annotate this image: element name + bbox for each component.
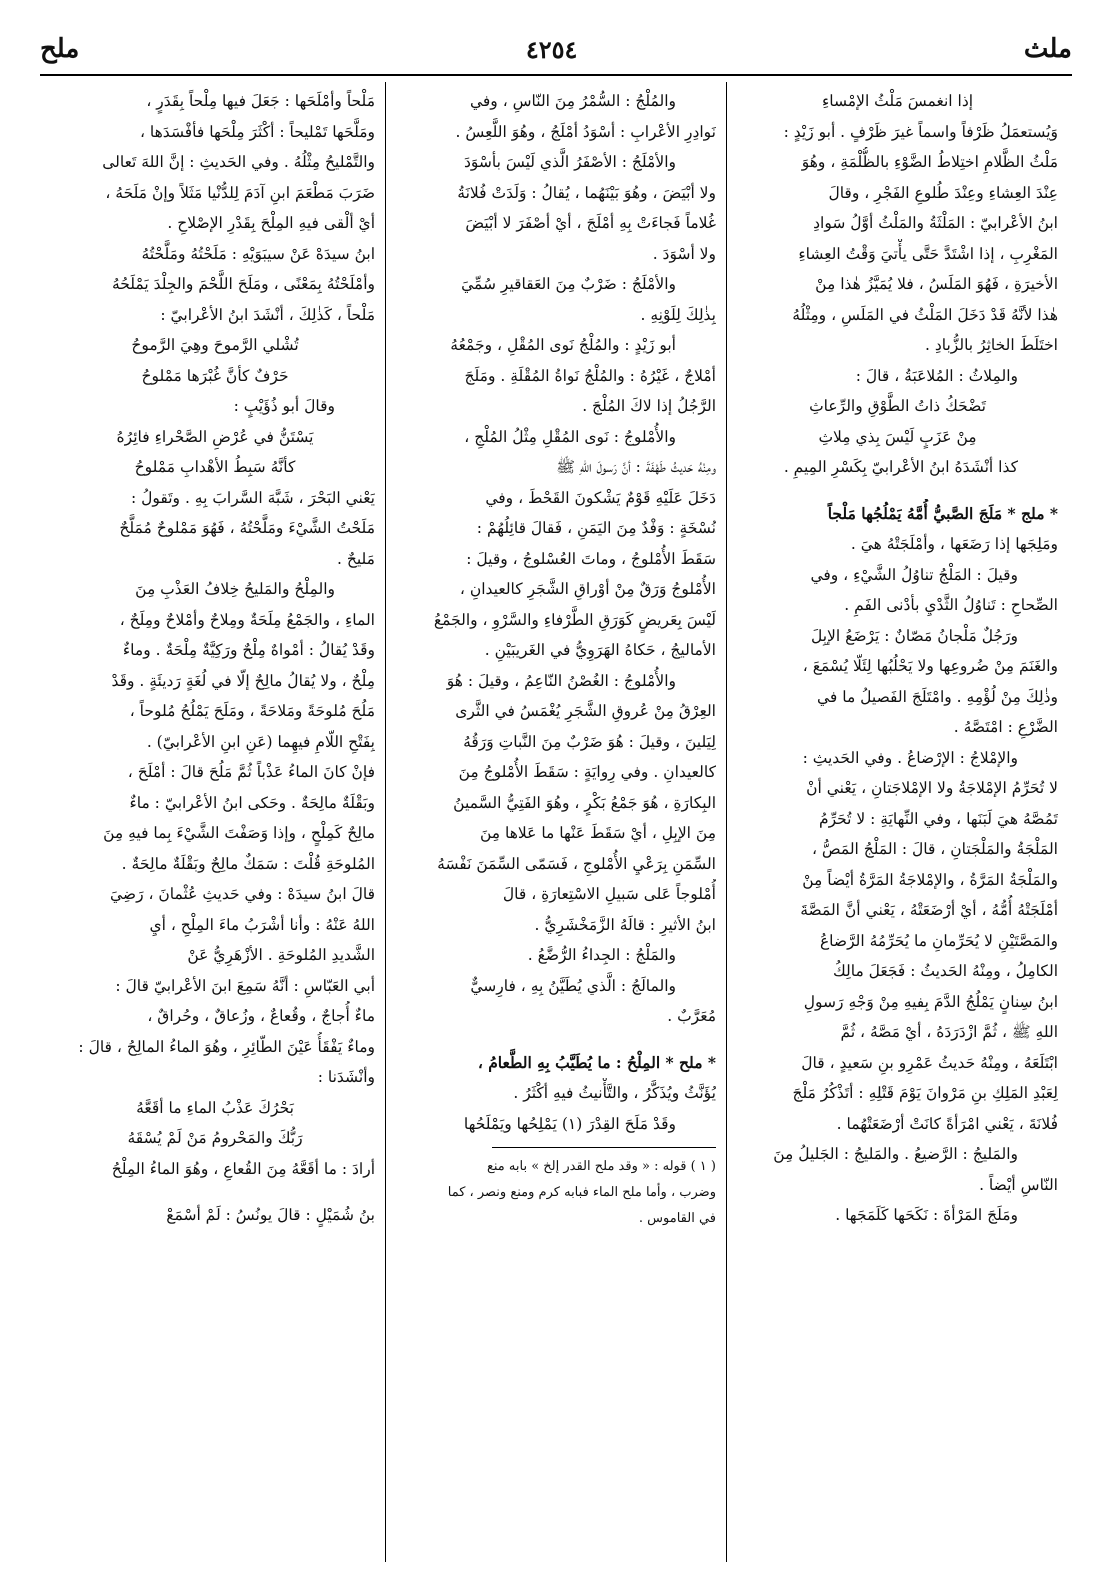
text-line: أبي العَبّاسِ : أنَّهُ سَمِعَ ابنَ الأعْرابيّ قالَ : bbox=[115, 976, 375, 995]
text-line: ورَجُلٌ مَلْجانُ مَصّانٌ : يَرْضَعُ الإبِلَ bbox=[810, 626, 1018, 645]
text-line: الرَّجُلُ إذا لاكَ المُلْجَ . bbox=[582, 397, 716, 415]
text-line: الماءِ ، والجَمْعُ مِلَحَةٌ ومِلاحٌ وأمْلاحٌ ومِلَحٌ ، bbox=[119, 610, 375, 629]
text-line: وقَدْ مَلَحَ القِدْرَ (١) يَمْلِحُها ويَمْلَحُها bbox=[463, 1114, 676, 1133]
text-line: مَلُحَ مُلوحَةً ومَلاحَةً ، ومَلَحَ يَمْلُحُ مُلوحاً ، bbox=[129, 702, 375, 720]
text-line: والمَلْجُ : الجِداءُ الرُّضَّعُ . bbox=[527, 946, 676, 964]
text-line: والأُمْلوجُ : نَوى المُقْلِ مِثْلُ المُلْجِ ، bbox=[464, 427, 676, 446]
text-line: وماءٌ يَفْقَأُ عَيْنَ الطّائِرِ ، وهُوَ الماءُ المالِحُ ، قالَ : bbox=[78, 1037, 375, 1056]
text-line: ولا أبْيَضَ ، وهُوَ بَيْنَهُما ، يُقالُ : وَلَدَتْ فُلانَةُ bbox=[457, 183, 716, 202]
text-line: فإنْ كانَ الماءُ عَذْباً ثُمَّ مَلُحَ قالَ : أمْلَحَ ، bbox=[127, 763, 375, 781]
text-line: وأمْلَحْتُهُ بِمَعْنًى ، ومَلَحَ اللَّحْمَ والجِلْدَ يَمْلَحُهُ bbox=[111, 275, 375, 293]
text-line: سَقَطَ الأُمْلوجُ ، وماتَ العُسْلوجُ ، وقيلَ : bbox=[466, 549, 716, 568]
text-line: عِنْدَ العِشاءِ وعِنْدَ طُلوعِ الفَجْرِ ، وقالَ bbox=[828, 183, 1058, 202]
text-line: كأنَّهُ سَبِطُ الأهْدابِ مَمْلوحُ bbox=[134, 458, 296, 476]
text-line: وأنْشَدَنا : bbox=[317, 1068, 375, 1086]
text-line: مَلْحاً ، كَذٰلِكَ ، أنْشَدَ ابنُ الأعْرابيّ : bbox=[160, 305, 375, 324]
text-line: تُشْلي الرَّموحَ وهِيَ الرَّموحُ bbox=[131, 336, 299, 354]
text-line: نُسْخَةٍ : وَفْدٌ مِنَ اليَمَنِ ، فَقالَ قائِلُهُمْ : bbox=[476, 519, 716, 537]
text-line: وقَدْ يُقالُ : أمْواهٌ مِلْحٌ ورَكِيَّةٌ مِلْحَةٌ . وماءٌ bbox=[122, 641, 375, 659]
text-line: قالَ ابنُ سيدَهْ : وفي حَديثِ عُثْمانَ ، رَضِيَ bbox=[110, 885, 375, 903]
text-line: والأُمْلوجُ : الغُصْنُ النّاعِمُ ، وقيلَ : هُوَ bbox=[446, 671, 676, 690]
text-line: هٰذا لأنَّهُ قَدْ دَخَلَ المَلْثُ في المَلَسِ ، ومِثْلُهُ bbox=[792, 305, 1058, 324]
text-line: والمَليجُ : الرَّضيعُ . والمَليجُ : الجَليلُ مِنَ bbox=[773, 1145, 1018, 1163]
text-line: والمُلْجُ : السُّمْرُ مِنَ النّاسِ ، وفي bbox=[469, 92, 676, 110]
text-line: اختَلَطَ الخاثِرُ بالزُّبادِ . bbox=[925, 336, 1058, 354]
text-line: حَرْفٌ كأنَّ غُبْرَها مَمْلوحُ bbox=[141, 366, 289, 385]
column-middle-lines bbox=[396, 86, 716, 1139]
text-line: أيْ ألْقى فيهِ المِلْحَ بِقَدْرِ الإصْلاحِ . bbox=[167, 214, 375, 232]
running-word-left: ملح bbox=[40, 34, 80, 64]
text-line: مَلْحاً وأمْلَحَها : جَعَلَ فيها مِلْحاً بِقَدَرٍ ، bbox=[146, 92, 375, 110]
column-left-lines bbox=[55, 86, 375, 1231]
text-line: اللهِ ﷺ ، ثُمَّ ازْدَرَدَهُ ، أيْ مَصَّهُ ، ثُمَّ bbox=[840, 1023, 1058, 1041]
header-rule bbox=[40, 74, 1072, 76]
text-line: دَخَلَ عَلَيْهِ قَوْمٌ يَشْكونَ القَحْطَ ، وفي bbox=[485, 488, 716, 507]
text-line: غُلاماً فَجاءَتْ بِهِ أمْلَجَ ، أيْ أصْفَرَ لا أبْيَضَ bbox=[465, 214, 716, 232]
text-line: لِيَلينَ ، وقيلَ : هُوَ ضَرْبٌ مِنَ النَّباتِ وَرَقُهُ bbox=[463, 732, 716, 751]
text-line: الصِّحاحِ : تَناوُلُ الثَّدْيِ بأدْنى الفَمِ . bbox=[844, 596, 1058, 614]
footnote-line: وضرب ، وأما ملح الماء فبابه كرم ومنع ونصر ، كما bbox=[447, 1185, 716, 1200]
text-line: ومَلَجَ المَرْأةَ : نَكَحَها كَلَمَجَها . bbox=[835, 1206, 1018, 1224]
text-line: اللهُ عَنْهُ : وأنا أشْرَبُ ماءَ المِلْحِ ، أيِ bbox=[149, 915, 375, 934]
text-line: والغَنَمَ مِنْ ضُروعِها ولا يَحْلُبُها لِئَلّا يُسْمَعَ ، bbox=[802, 657, 1058, 675]
text-line: والإمْلاجُ : الإرْضاعُ . وفي الحَديثِ : bbox=[802, 748, 1018, 767]
text-line: نَوادِرِ الأعْرابِ : أسْوَدُ أمْلَجُ ، وهُوَ اللَّعِسُ . bbox=[455, 122, 716, 141]
text-line: كذا أنْشَدَهُ ابنُ الأعْرابيّ بِكَسْرِ المِيمِ . bbox=[783, 458, 1018, 476]
text-line: مَلْثُ الظَّلامِ اختِلاطُ الضَّوْءِ بالظُّلْمَةِ ، وهُوَ bbox=[801, 153, 1058, 171]
text-line: والمِلْحُ والمَليحُ خِلافُ العَذْبِ مِنَ bbox=[135, 580, 335, 598]
text-line: أبو زَيْدٍ : والمُلْجُ نَوى المُقْلِ ، وجَمْعُهُ bbox=[450, 336, 676, 354]
text-line: ومَلَّحَها تَمْليحاً : أكْثَرَ مِلْحَها فأفْسَدَها ، bbox=[139, 122, 375, 141]
footnote-line: في القاموس . bbox=[638, 1211, 716, 1226]
text-line: أرادَ : ما أقَعَّهُ مِنَ القُعاعِ ، وهُوَ الماءُ المِلْحُ bbox=[111, 1159, 375, 1178]
footnote-rule bbox=[492, 1147, 716, 1148]
text-line: البِكارَةِ ، هُوَ جَمْعُ بَكْرٍ ، وهُوَ الفَتِيُّ السَّمينُ bbox=[453, 793, 716, 812]
text-line: وقيلَ : المَلْجُ تناوُلُ الشَّيْءِ ، وفي bbox=[810, 565, 1018, 584]
text-line: أمْلَجَتْهُ أُمُّهُ ، أيْ أرْضَعَتْهُ ، يَعْني أنَّ المَصَّةَ bbox=[800, 901, 1058, 919]
text-line: وذٰلِكَ مِنْ لُؤْمِهِ . وامْتَلَجَ الفَصيلُ ما في bbox=[816, 687, 1058, 706]
text-line: وبَقْلَةٌ مالِحَةٌ . وحَكى ابنُ الأعْرابيّ : ماءٌ bbox=[129, 793, 375, 812]
text-line: مَلَحْتُ الشَّيْءَ ومَلَّحْتُهُ ، فَهُوَ مَمْلوحٌ مُمَلَّحٌ bbox=[119, 519, 375, 537]
text-line: وقالَ أبو ذُؤَيْبٍ : bbox=[233, 397, 335, 415]
text-line: لِعَبْدِ المَلِكِ بنِ مَرْوانَ يَوْمَ قَتْلِهِ : أتَذْكُرُ مَلْجَ bbox=[792, 1084, 1058, 1102]
text-line: * ملح * المِلْحُ : ما يُطَيَّبُ بِهِ الطَّعامُ ، bbox=[477, 1052, 716, 1072]
page-number: ٤٢٥٤ bbox=[525, 34, 578, 64]
text-line: ابنُ الأعْرابيّ : المَلْثَةُ والمَلْثُ أوَّلُ سَوادِ bbox=[813, 214, 1058, 232]
text-line: يَسْتَنُّ في عُرْضِ الصَّحْراءِ فائِرُهُ bbox=[116, 427, 314, 446]
text-line: والمَلْجَةُ المَرَّةُ ، والإمْلاجَةُ المَرَّةُ أيْضاً مِنْ bbox=[802, 870, 1058, 889]
text-line: إذا انغمسَ مَلْثُ الإمْساءِ bbox=[821, 92, 974, 110]
text-line: والأمْلَجُ : ضَرْبٌ مِنَ العَقاقيرِ سُمِّيَ bbox=[461, 275, 676, 293]
text-line: بِفَتْحِ اللّامِ فيهِما (عَنِ ابنِ الأعْرابيّ) . bbox=[146, 732, 375, 751]
text-line: ولا أسْوَدَ . bbox=[652, 244, 716, 263]
text-line: السِّمَنِ بِرَعْيِ الأُمْلوجِ ، فَسَمّى السِّمَنَ نَفْسَهُ bbox=[437, 854, 716, 873]
text-line: يَعْني البَحْرَ ، شَبَّهَ السَّرابَ بِهِ . وتَقولُ : bbox=[130, 488, 375, 507]
page-header bbox=[40, 26, 1072, 72]
text-line: والأمْلَجُ : الأصْفَرُ الَّذي لَيْسَ بأسْوَدَ bbox=[463, 153, 676, 171]
text-line bbox=[55, 1184, 375, 1200]
text-line: ضَرَبَ مَطْعَمَ ابنِ آدَمَ لِلدُّنْيا مَثَلاً وإنْ مَلَحَهُ ، bbox=[105, 183, 375, 202]
text-line: بَحْرُكَ عَذْبُ الماءِ ما أقَعَّهُ bbox=[136, 1098, 294, 1117]
text-line: كالعيدانِ . وفي رِوايَةٍ : سَقَطَ الأُمْلوجُ مِنَ bbox=[458, 763, 716, 781]
text-line: المَغْرِبِ ، إذا اشْتَدَّ حَتَّى يأْتيَ وَقْتُ العِشاءِ bbox=[798, 244, 1058, 263]
text-line: بنُ شُمَيْلٍ : قالَ يونُسُ : لَمْ أسْمَعْ bbox=[166, 1206, 375, 1224]
text-line: وَيُستعمَلُ ظَرْفاً واسماً غيرَ ظَرْفٍ . أبو زَيْدٍ : bbox=[783, 122, 1058, 141]
column-right bbox=[727, 82, 1068, 1562]
footnote-line: ( ١ ) قوله : « وقد ملح القدر إلخ » بابه منع bbox=[486, 1159, 716, 1174]
text-line: والتَّمْليحُ مِثْلُهُ . وفي الحَديثِ : إنَّ اللهَ تَعالى bbox=[102, 153, 375, 171]
text-line: الضَّرْعِ : امْتَصَّهُ . bbox=[953, 718, 1058, 736]
text-line: ابنُ سيدَهْ عَنْ سيبَوَيْهِ : مَلَحْتُهُ ومَلَّحْتُهُ bbox=[141, 244, 375, 263]
text-line: مُعَرَّبٌ . bbox=[667, 1007, 716, 1025]
text-line: الكامِلُ ، ومِنْهُ الحَديثُ : فَجَعَلَ مالِكُ bbox=[832, 962, 1058, 980]
text-line: تَضْحَكُ ذاتُ الطَّوْقِ والرِّعاثِ bbox=[809, 397, 986, 415]
text-line: ابنُ سِنانٍ يَمْلُجُ الدَّمَ بِفيهِ مِنْ وَجْهِ رَسولِ bbox=[803, 992, 1058, 1011]
text-line: مِلْحٌ ، ولا يُقالُ مالِحٌ إلّا في لُغَةٍ رَديئَةٍ . وقَدْ bbox=[111, 671, 375, 690]
text-line: الأماليجُ ، حَكاهُ الهَرَوِيُّ في الغَريبَيْنِ . bbox=[484, 641, 716, 659]
text-line: مِنَ الإبِلِ ، أيْ سَقَطَ عَنْها ما عَلاها مِنَ bbox=[479, 824, 716, 842]
running-word-right: ملث bbox=[1023, 34, 1072, 64]
text-line: النّاسِ أيْضاً . bbox=[979, 1175, 1058, 1194]
text-line: مِنْ عَزَبٍ لَيْسَ بِذي مِلاثِ bbox=[818, 427, 977, 446]
text-line: والمالَجُ : الَّذي يُطَيَّنُ بِهِ ، فارِسيٌّ bbox=[470, 976, 676, 995]
column-left bbox=[45, 82, 386, 1562]
text-line: بِذٰلِكَ لِلَوْنِهِ . bbox=[640, 305, 716, 324]
text-line: ومِنْهُ حَديثُ طَهْفَةَ : أنَّ رَسولَ اللهِ ﷺ bbox=[556, 458, 716, 476]
text-line: العِرْقُ مِنْ عُروقِ الشَّجَرِ يُغْمَسُ في الثَّرى bbox=[455, 702, 716, 720]
text-line: والمِلاثُ : المُلاعَبَةُ ، قالَ : bbox=[855, 366, 1018, 385]
text-line: أمْلاجٌ ، غَيْرُهُ : والمُلْجُ نَواةُ المُقْلَةِ . ومَلَجَ bbox=[464, 366, 716, 385]
text-line: والمَصَّتَيْنِ لا يُحَرِّمانِ ما يُحَرِّمُهُ الرَّضاعُ bbox=[819, 931, 1058, 950]
text-line: ابْتَلَعَهُ ، ومِنْهُ حَديثُ عَمْرِو بنِ سَعيدٍ ، قالَ bbox=[801, 1053, 1058, 1072]
text-line: مَليحٌ . bbox=[337, 549, 375, 568]
text-line: لَيْسَ بِعَريضٍ كَوَرَقِ الطَّرْفاءِ والسَّرْوِ ، والجَمْعُ bbox=[433, 610, 716, 629]
text-line: مالِحٌ كَمِلْحٍ ، وإذا وَصَفْتَ الشَّيْءَ بِما فيهِ مِنَ bbox=[103, 824, 375, 842]
text-line: الأُمْلوجُ وَرَقٌ مِنْ أوْراقِ الشَّجَرِ كالعيدانِ ، bbox=[459, 580, 716, 598]
text-line: المَلْجَةُ والمَلْجَتانِ ، قالَ : المَلْجُ المَصُّ ، bbox=[811, 840, 1058, 858]
text-line: لا تُحَرِّمُ الإمْلاجَةُ ولا الإمْلاجَتانِ ، يَعْني أنْ bbox=[806, 779, 1058, 797]
text-line: الشَّديدِ المُلوحَةِ . الأزْهَرِيُّ عَنْ bbox=[187, 946, 375, 964]
text-columns bbox=[44, 82, 1068, 1562]
text-line: يُؤَنَّثُ ويُذَكَّرُ ، والتَّأْنيثُ فيهِ أكْثَرُ . bbox=[513, 1084, 716, 1102]
footnote bbox=[396, 1154, 716, 1232]
column-right-lines bbox=[737, 86, 1058, 1231]
text-line: رَبُّكَ والمَحْرومُ مَنْ لَمْ يُسْقَهُ bbox=[127, 1129, 303, 1147]
text-line bbox=[737, 483, 1058, 499]
text-line: ابنُ الأثيرِ : قالَهُ الزَّمَخْشَرِيُّ . bbox=[534, 915, 716, 934]
text-line: ماءٌ أُجاجٌ ، وقُعاعٌ ، وزُعاقٌ ، وحُراقٌ ، bbox=[147, 1007, 375, 1025]
text-line bbox=[396, 1032, 716, 1048]
text-line: المُلوحَةِ قُلْتَ : سَمَكٌ مالِحٌ وبَقْلَةٌ مالِحَةٌ . bbox=[121, 854, 375, 873]
text-line: تَمُصَّهُ هيَ لَبَنَها ، وفي النِّهايَةِ : لا تُحَرِّمُ bbox=[818, 809, 1058, 828]
column-middle bbox=[386, 82, 727, 1562]
text-line: ومَلِجَها إذا رَضَعَها ، وأمْلَجَتْهُ هيَ . bbox=[850, 535, 1058, 553]
text-line: * ملج * مَلَجَ الصَّبيُّ أُمَّهُ يَمْلُجُها مَلْجاً bbox=[827, 503, 1058, 523]
text-line: أُمْلوجاً عَلى سَبيلِ الاسْتِعارَةِ ، قالَ bbox=[502, 885, 716, 903]
text-line: فُلانَةَ ، يَعْني امْرَأةً كانَتْ أرْضَعَتْهُما . bbox=[836, 1114, 1058, 1133]
text-line: الأخيرَةِ ، فَهُوَ المَلَسُ ، فلا يُمَيَّزُ هٰذا مِنْ bbox=[815, 275, 1058, 293]
